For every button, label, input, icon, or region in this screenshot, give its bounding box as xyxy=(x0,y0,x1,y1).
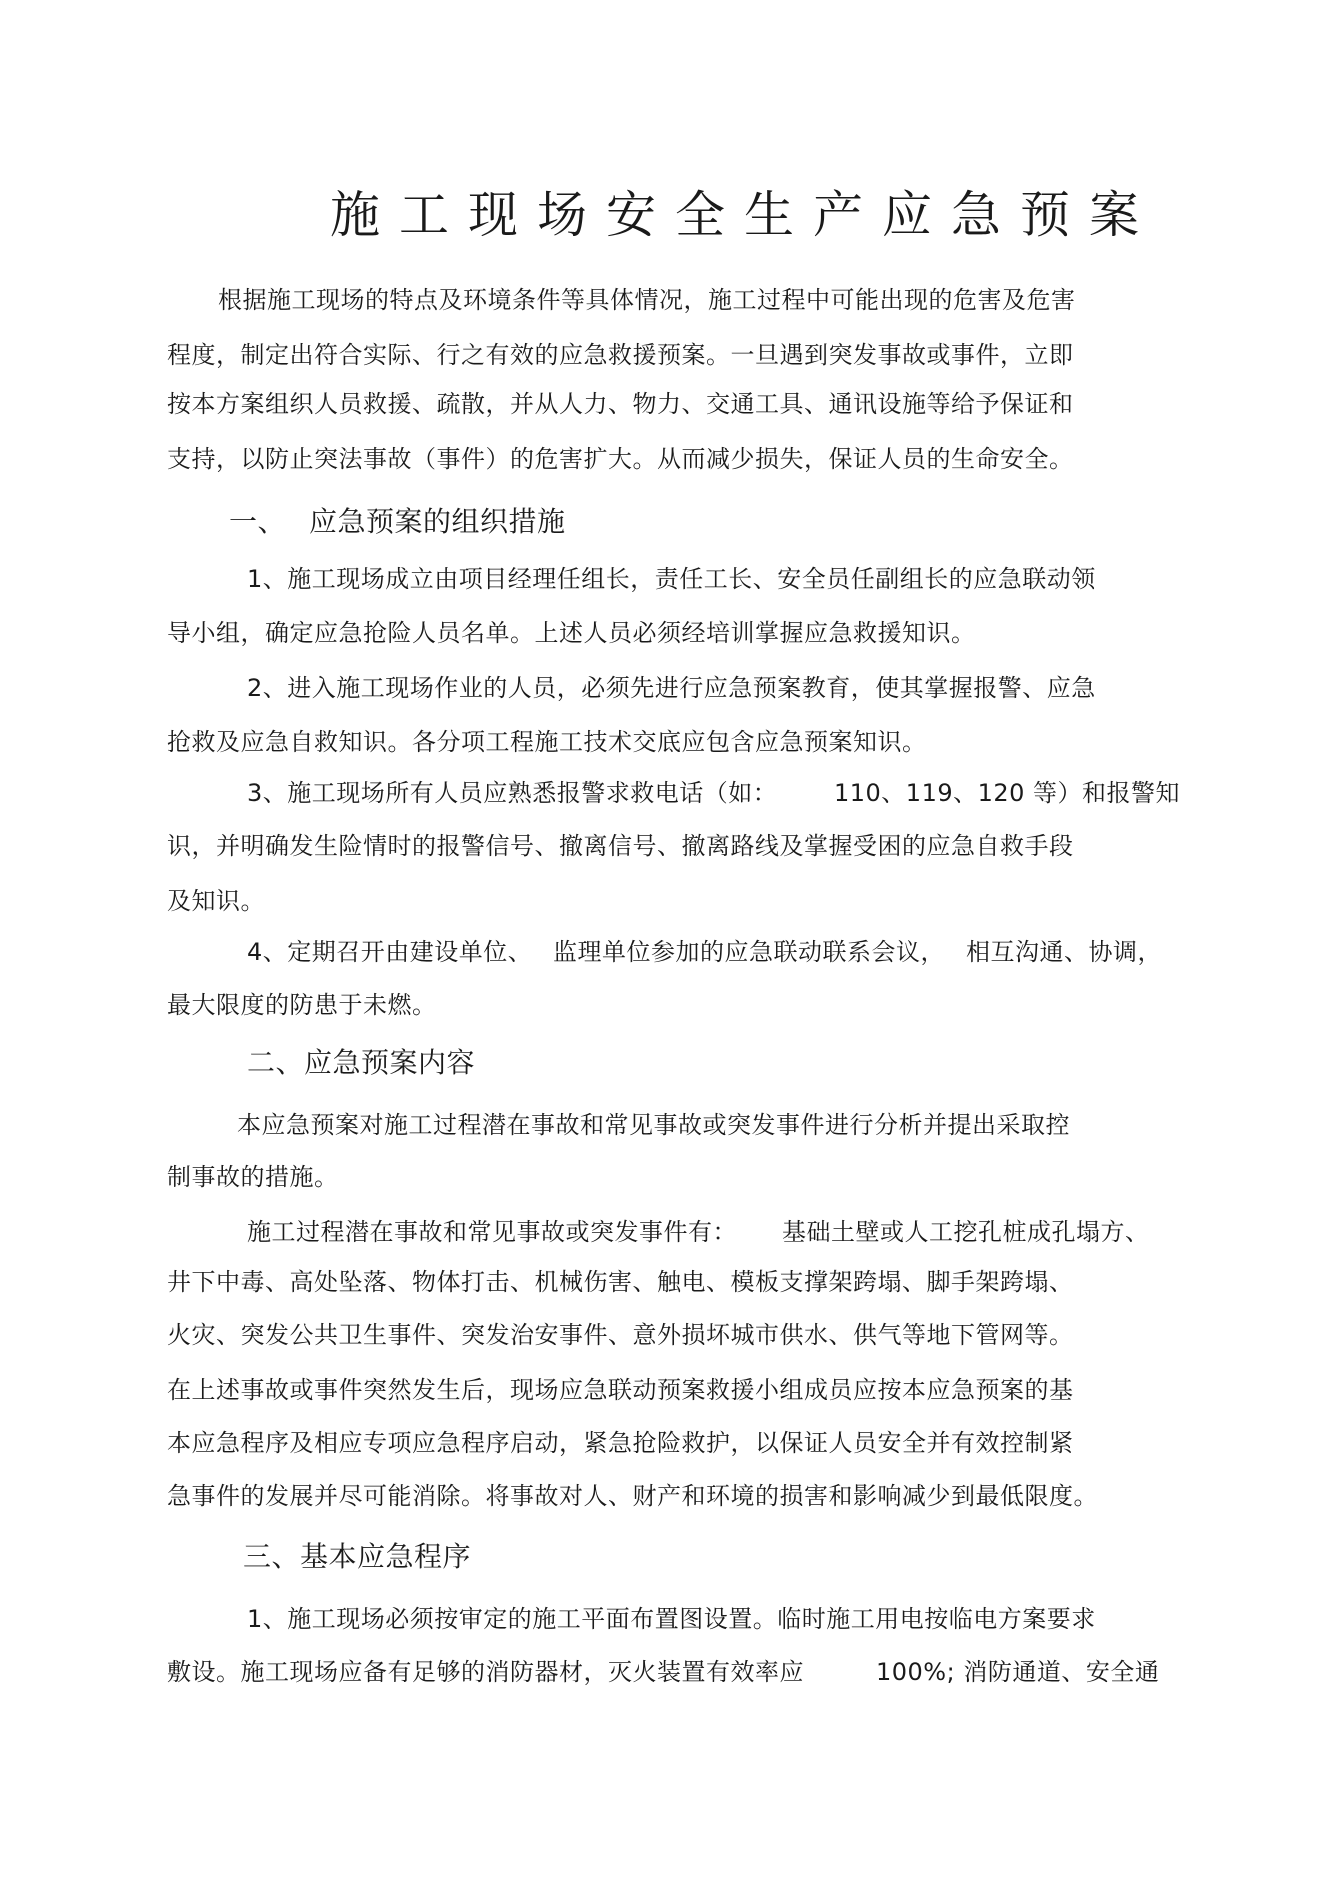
s3-line-1: 1、施工现场必须按审定的施工平面布置图设置。临时施工用电按临电方案要求 xyxy=(247,1605,1096,1633)
s2-para-2-line-2: 井下中毒、高处坠落、物体打击、机械伤害、触电、模板支撑架跨塌、脚手架跨塌、 xyxy=(167,1268,1074,1296)
s2-para-2-line-5: 本应急程序及相应专项应急程序启动，紧急抢险救护，以保证人员安全并有效控制紧 xyxy=(167,1429,1074,1457)
s3-line-2a: 敷设。施工现场应备有足够的消防器材，灭火装置有效率应 xyxy=(167,1658,804,1686)
intro-line-3: 按本方案组织人员救援、疏散，并从人力、物力、交通工具、通讯设施等给予保证和 xyxy=(167,390,1074,418)
s1-item-3-line-1b: 110、119、120 等）和报警知 xyxy=(834,779,1181,807)
s1-item-3-line-1a: 3、施工现场所有人员应熟悉报警求救电话（如： xyxy=(247,779,778,807)
s2-para-2-line-1a: 施工过程潜在事故和常见事故或突发事件有： xyxy=(247,1218,737,1246)
s1-item-4-line-2: 最大限度的防患于未燃。 xyxy=(167,991,437,1019)
section-1-number: 一、 xyxy=(229,505,287,538)
s1-item-2-line-2: 抢救及应急自救知识。各分项工程施工技术交底应包含应急预案知识。 xyxy=(167,728,927,756)
section-3-heading: 三、基本应急程序 xyxy=(243,1540,472,1573)
section-2-heading: 二、应急预案内容 xyxy=(247,1046,476,1079)
s2-para-2-line-3: 火灾、突发公共卫生事件、突发治安事件、意外损坏城市供水、供气等地下管网等。 xyxy=(167,1321,1074,1349)
intro-line-4: 支持，以防止突法事故（事件）的危害扩大。从而减少损失，保证人员的生命安全。 xyxy=(167,445,1074,473)
s3-line-2b: 100%; 消防通道、安全通 xyxy=(876,1658,1160,1686)
s1-item-4-line-1c: 相互沟通、协调， xyxy=(966,938,1162,966)
s1-item-3-line-3: 及知识。 xyxy=(167,887,265,915)
section-1-heading: 应急预案的组织措施 xyxy=(309,505,566,538)
s2-para-2-line-4: 在上述事故或事件突然发生后，现场应急联动预案救援小组成员应按本应急预案的基 xyxy=(167,1376,1074,1404)
s1-item-1-line-1: 1、施工现场成立由项目经理任组长，责任工长、安全员任副组长的应急联动领 xyxy=(247,565,1096,593)
s2-para-1-line-1: 本应急预案对施工过程潜在事故和常见事故或突发事件进行分析并提出采取控 xyxy=(237,1111,1070,1139)
intro-line-2: 程度，制定出符合实际、行之有效的应急救援预案。一旦遇到突发事故或事件，立即 xyxy=(167,341,1074,369)
s1-item-1-line-2: 导小组，确定应急抢险人员名单。上述人员必须经培训掌握应急救援知识。 xyxy=(167,619,976,647)
s2-para-2-line-1b: 基础土壁或人工挖孔桩成孔塌方、 xyxy=(782,1218,1150,1246)
s1-item-3-line-2: 识，并明确发生险情时的报警信号、撤离信号、撤离路线及掌握受困的应急自救手段 xyxy=(167,832,1074,860)
s1-item-4-line-1b: 监理单位参加的应急联动联系会议， xyxy=(553,938,945,966)
s1-item-4-line-1a: 4、定期召开由建设单位、 xyxy=(247,938,533,966)
s1-item-2-line-1: 2、进入施工现场作业的人员，必须先进行应急预案教育，使其掌握报警、应急 xyxy=(247,674,1096,702)
page-title: 施工现场安全生产应急预案 xyxy=(330,186,1158,244)
s2-para-1-line-2: 制事故的措施。 xyxy=(167,1163,339,1191)
intro-line-1: 根据施工现场的特点及环境条件等具体情况，施工过程中可能出现的危害及危害 xyxy=(218,286,1076,314)
s2-para-2-line-6: 急事件的发展并尽可能消除。将事故对人、财产和环境的损害和影响减少到最低限度。 xyxy=(167,1482,1098,1510)
